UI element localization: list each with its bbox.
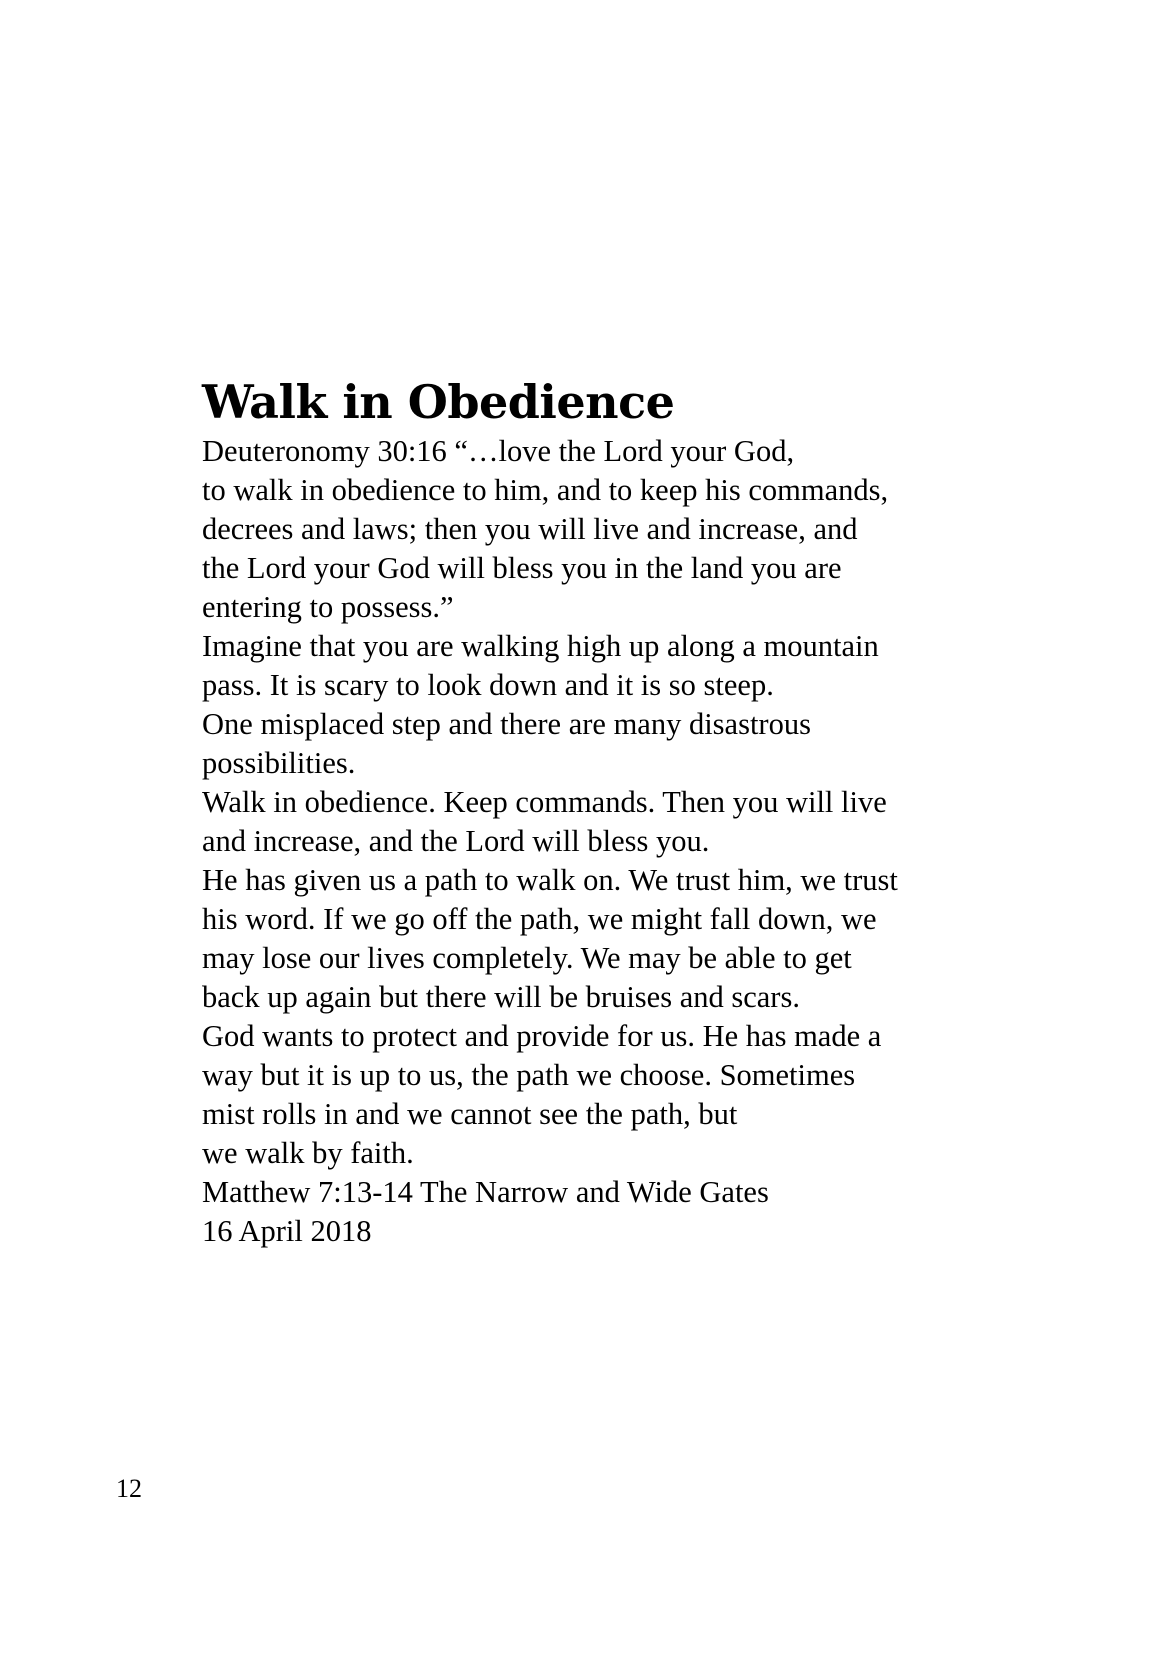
- text-line: entering to possess.”: [202, 590, 454, 624]
- body-paragraph: [202, 1017, 1082, 1173]
- body-paragraph: [202, 783, 1082, 861]
- entry-date: 16 April 2018: [202, 1214, 372, 1248]
- page-number: 12: [116, 1474, 142, 1503]
- text-line: his word. If we go off the path, we might fall down, we: [202, 902, 877, 936]
- text-line: Deuteronomy 30:16 “…love the Lord your God,: [202, 434, 795, 468]
- text-line: back up again but there will be bruises and scars.: [202, 980, 800, 1014]
- text-line: and increase, and the Lord will bless you.: [202, 824, 710, 858]
- text-line: we walk by faith.: [202, 1136, 414, 1170]
- text-line: way but it is up to us, the path we choose. Sometimes: [202, 1058, 856, 1092]
- text-line: Walk in obedience. Keep commands. Then you will live: [202, 785, 887, 819]
- text-line: may lose our lives completely. We may be able to get: [202, 941, 852, 975]
- text-line: One misplaced step and there are many disastrous: [202, 707, 811, 741]
- text-line: decrees and laws; then you will live and increase, and: [202, 512, 858, 546]
- text-line: He has given us a path to walk on. We trust him, we trust: [202, 863, 898, 897]
- text-line: pass. It is scary to look down and it is so steep.: [202, 668, 774, 702]
- article: [202, 372, 1082, 1251]
- text-line: God wants to protect and provide for us. He has made a: [202, 1019, 882, 1053]
- body-paragraph: [202, 861, 1082, 1017]
- text-line: the Lord your God will bless you in the land you are: [202, 551, 842, 585]
- page-title: Walk in Obedience: [202, 375, 675, 429]
- body-paragraph: [202, 627, 1082, 783]
- scripture-paragraph: [202, 432, 1082, 627]
- text-line: to walk in obedience to him, and to keep his commands,: [202, 473, 889, 507]
- text-line: Imagine that you are walking high up along a mountain: [202, 629, 879, 663]
- text-line: possibilities.: [202, 746, 356, 780]
- scripture-reference: Matthew 7:13-14 The Narrow and Wide Gates: [202, 1175, 769, 1209]
- text-line: mist rolls in and we cannot see the path, but: [202, 1097, 738, 1131]
